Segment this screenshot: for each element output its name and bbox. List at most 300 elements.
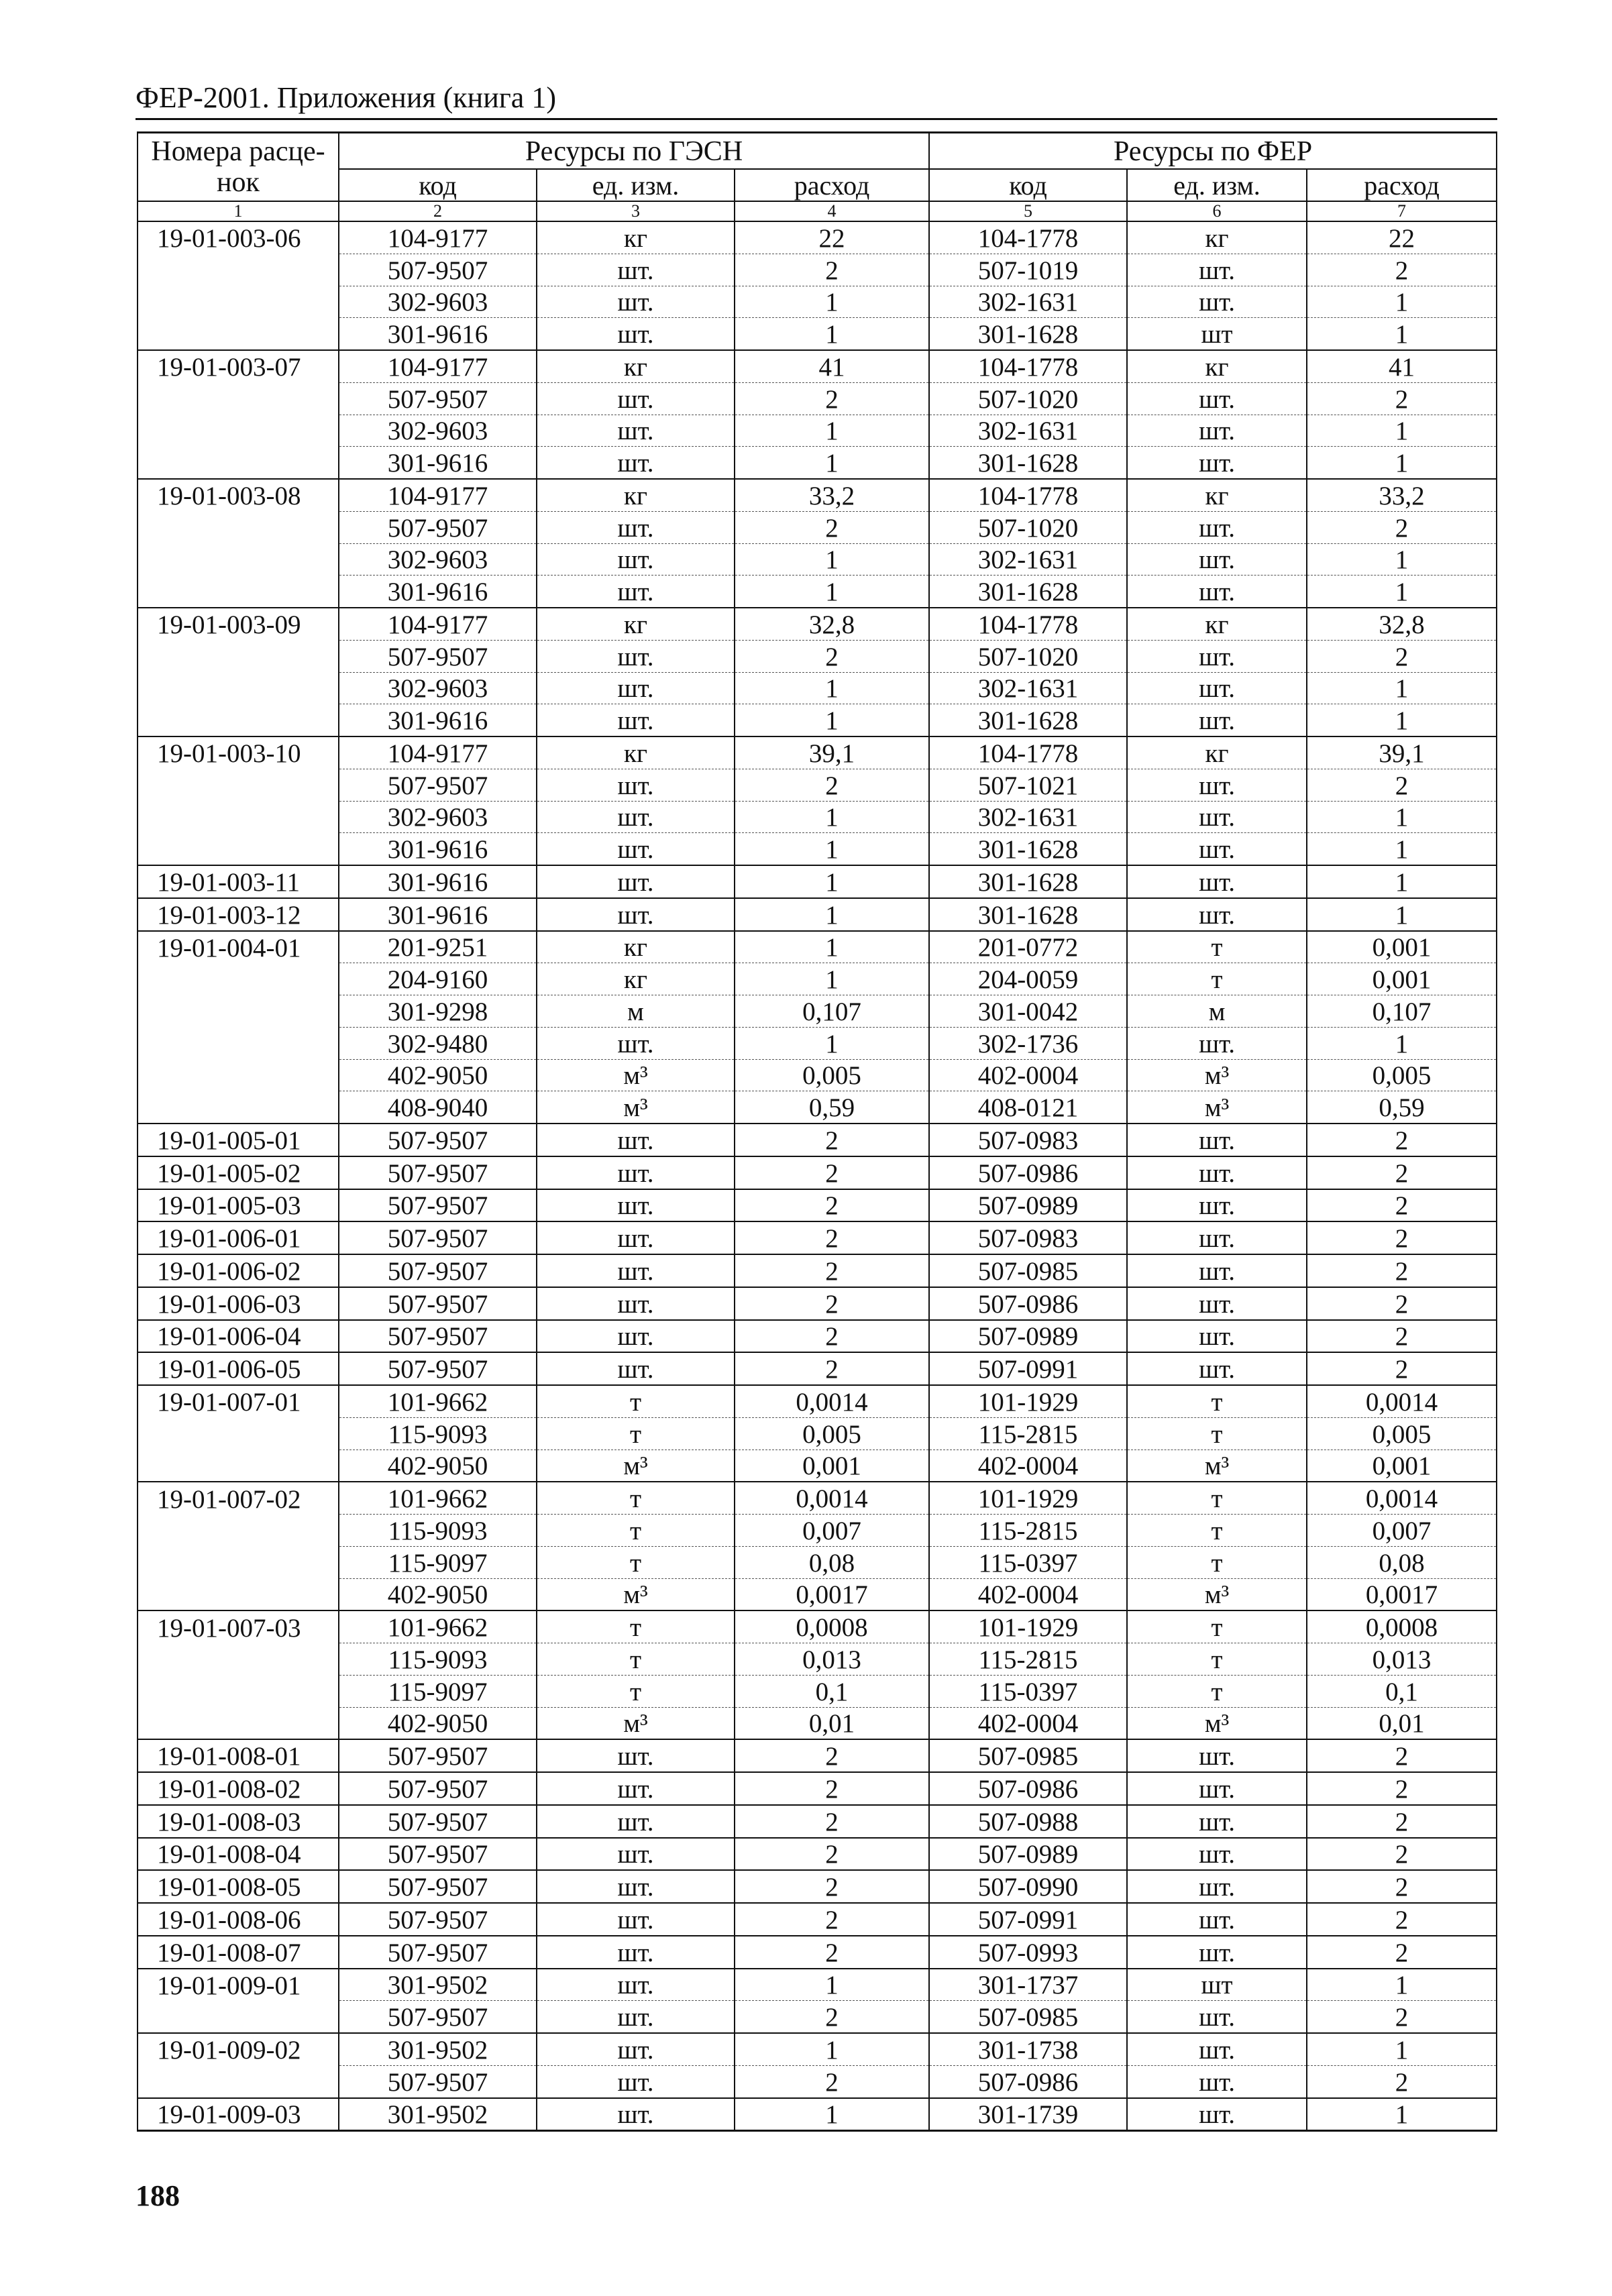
fer-code-cell: 301-1628	[929, 865, 1127, 898]
rate-number-cell	[138, 447, 339, 479]
gesn-qty-cell: 33,2	[735, 479, 929, 511]
table-row	[138, 1643, 1497, 1676]
fer-unit-cell: кг	[1127, 350, 1307, 382]
table-row	[138, 2001, 1497, 2033]
rate-number-cell: 19-01-005-02	[138, 1156, 339, 1189]
rate-number-cell	[138, 1578, 339, 1610]
table-row	[138, 608, 1497, 640]
rate-number-cell: 19-01-006-03	[138, 1287, 339, 1320]
table-row	[138, 2098, 1497, 2131]
fer-qty-cell: 2	[1307, 1805, 1497, 1838]
fer-code-cell: 104-1778	[929, 608, 1127, 640]
rate-number-cell	[138, 833, 339, 865]
gesn-unit-cell: шт.	[537, 511, 735, 543]
fer-unit-cell: шт.	[1127, 1903, 1307, 1936]
gesn-code-cell: 104-9177	[339, 736, 537, 769]
fer-qty-cell: 2	[1307, 382, 1497, 415]
gesn-qty-cell: 1	[735, 576, 929, 608]
table-row	[138, 382, 1497, 415]
gesn-unit-cell: м³	[537, 1578, 735, 1610]
fer-qty-cell: 0,107	[1307, 995, 1497, 1028]
gesn-code-cell: 507-9507	[339, 1124, 537, 1156]
fer-code-cell: 507-0989	[929, 1838, 1127, 1871]
table-row	[138, 479, 1497, 511]
gesn-code-cell: 301-9616	[339, 865, 537, 898]
fer-qty-cell: 0,001	[1307, 963, 1497, 995]
fer-code-cell: 507-1019	[929, 254, 1127, 286]
fer-unit-cell: шт.	[1127, 1320, 1307, 1353]
rate-number-cell	[138, 672, 339, 704]
rate-number-cell: 19-01-008-01	[138, 1739, 339, 1772]
header-row-groups	[138, 133, 1497, 170]
fer-unit-cell: кг	[1127, 479, 1307, 511]
gesn-unit-cell: шт.	[537, 1739, 735, 1772]
gesn-qty-cell: 0,1	[735, 1675, 929, 1707]
gesn-qty-cell: 1	[735, 963, 929, 995]
fer-group-header: Ресурсы по ФЕР	[929, 133, 1497, 170]
gesn-unit-cell: шт.	[537, 672, 735, 704]
fer-code-cell: 507-1020	[929, 382, 1127, 415]
fer-code-cell: 201-0772	[929, 931, 1127, 963]
gesn-qty-cell: 1	[735, 415, 929, 447]
fer-qty-cell: 0,001	[1307, 1450, 1497, 1482]
gesn-qty-cell: 0,005	[735, 1059, 929, 1091]
table-row	[138, 672, 1497, 704]
fer-code-cell: 507-0989	[929, 1320, 1127, 1353]
gesn-code-cell: 115-9093	[339, 1417, 537, 1450]
gesn-unit-cell: шт.	[537, 1805, 735, 1838]
table-row	[138, 1450, 1497, 1482]
fer-unit-cell: шт.	[1127, 1739, 1307, 1772]
gesn-unit-cell: шт.	[537, 2033, 735, 2065]
gesn-qty-cell: 2	[735, 1772, 929, 1805]
gesn-unit-cell: шт.	[537, 447, 735, 479]
gesn-qty-cell: 1	[735, 898, 929, 931]
gesn-code-cell: 507-9507	[339, 1739, 537, 1772]
column-number: 7	[1307, 201, 1497, 221]
gesn-code-cell: 507-9507	[339, 2065, 537, 2097]
fer-code-cell: 104-1778	[929, 221, 1127, 254]
fer-qty-cell: 0,005	[1307, 1059, 1497, 1091]
fer-qty-cell: 0,007	[1307, 1515, 1497, 1547]
fer-qty-cell: 1	[1307, 543, 1497, 576]
gesn-unit-cell: шт.	[537, 1838, 735, 1871]
rate-number-cell	[138, 318, 339, 350]
gesn-unit-cell: шт.	[537, 1027, 735, 1059]
table-row	[138, 286, 1497, 318]
gesn-qty-cell: 1	[735, 672, 929, 704]
gesn-qty-cell: 0,013	[735, 1643, 929, 1676]
fer-code-cell: 301-1738	[929, 2033, 1127, 2065]
gesn-unit-cell: т	[537, 1417, 735, 1450]
gesn-unit-cell: шт.	[537, 1352, 735, 1385]
fer-code-cell: 115-0397	[929, 1546, 1127, 1578]
rate-number-cell: 19-01-008-06	[138, 1903, 339, 1936]
gesn-qty-cell: 2	[735, 511, 929, 543]
gesn-unit-cell: шт.	[537, 2001, 735, 2033]
fer-qty-cell: 0,01	[1307, 1707, 1497, 1739]
fer-qty-cell: 0,08	[1307, 1546, 1497, 1578]
fer-qty-cell: 0,0017	[1307, 1578, 1497, 1610]
table-row	[138, 1578, 1497, 1610]
gesn-code-cell: 507-9507	[339, 2001, 537, 2033]
gesn-unit-cell: м	[537, 995, 735, 1028]
fer-qty-cell: 0,005	[1307, 1417, 1497, 1450]
gesn-qty-cell: 32,8	[735, 608, 929, 640]
table-row	[138, 1610, 1497, 1643]
gesn-unit-cell: т	[537, 1546, 735, 1578]
fer-code-cell: 101-1929	[929, 1482, 1127, 1514]
fer-qty-cell: 2	[1307, 2001, 1497, 2033]
table-row	[138, 640, 1497, 672]
resources-table	[137, 131, 1497, 2132]
gesn-qty-cell: 0,0014	[735, 1482, 929, 1514]
fer-unit-cell: т	[1127, 1546, 1307, 1578]
table-row	[138, 1838, 1497, 1871]
gesn-unit-cell: шт.	[537, 1969, 735, 2001]
gesn-code-cell: 301-9502	[339, 1969, 537, 2001]
rate-number-cell	[138, 1643, 339, 1676]
gesn-code-cell: 115-9097	[339, 1546, 537, 1578]
gesn-qty-header: расход	[735, 169, 929, 201]
gesn-code-cell: 104-9177	[339, 350, 537, 382]
table-row	[138, 415, 1497, 447]
table-row	[138, 963, 1497, 995]
table-row	[138, 1156, 1497, 1189]
gesn-code-cell: 507-9507	[339, 1352, 537, 1385]
fer-unit-cell: шт.	[1127, 1027, 1307, 1059]
gesn-unit-cell: шт.	[537, 286, 735, 318]
gesn-unit-cell: кг	[537, 608, 735, 640]
fer-unit-cell: т	[1127, 931, 1307, 963]
gesn-qty-cell: 2	[735, 1903, 929, 1936]
fer-qty-cell: 2	[1307, 1287, 1497, 1320]
rate-number-cell	[138, 2001, 339, 2033]
rate-number-cell	[138, 963, 339, 995]
gesn-unit-cell: шт.	[537, 704, 735, 736]
fer-code-cell: 104-1778	[929, 479, 1127, 511]
table-row	[138, 1124, 1497, 1156]
table-row	[138, 801, 1497, 833]
gesn-code-cell: 101-9662	[339, 1385, 537, 1417]
rate-number-cell	[138, 286, 339, 318]
gesn-unit-cell: шт.	[537, 898, 735, 931]
fer-code-cell: 302-1631	[929, 415, 1127, 447]
gesn-code-cell: 301-9616	[339, 833, 537, 865]
gesn-code-cell: 115-9093	[339, 1515, 537, 1547]
gesn-code-cell: 301-9616	[339, 447, 537, 479]
fer-unit-cell: шт.	[1127, 1352, 1307, 1385]
table-row	[138, 1870, 1497, 1903]
fer-code-cell: 507-0985	[929, 1254, 1127, 1287]
header-row-columns	[138, 169, 1497, 201]
fer-code-cell: 507-0986	[929, 1772, 1127, 1805]
gesn-unit-cell: шт.	[537, 833, 735, 865]
fer-qty-cell: 1	[1307, 286, 1497, 318]
column-number: 1	[138, 201, 339, 221]
gesn-qty-cell: 1	[735, 704, 929, 736]
gesn-code-cell: 301-9502	[339, 2098, 537, 2131]
fer-unit-cell: шт.	[1127, 2098, 1307, 2131]
gesn-unit-cell: шт.	[537, 1189, 735, 1222]
gesn-code-cell: 408-9040	[339, 1091, 537, 1124]
gesn-unit-cell: шт.	[537, 1124, 735, 1156]
gesn-unit-cell: шт.	[537, 1254, 735, 1287]
gesn-code-cell: 302-9603	[339, 801, 537, 833]
fer-code-cell: 507-0993	[929, 1936, 1127, 1969]
gesn-qty-cell: 2	[735, 1156, 929, 1189]
gesn-qty-cell: 1	[735, 286, 929, 318]
gesn-unit-cell: т	[537, 1385, 735, 1417]
gesn-code-cell: 302-9603	[339, 543, 537, 576]
gesn-unit-cell: кг	[537, 221, 735, 254]
fer-unit-cell: шт.	[1127, 1189, 1307, 1222]
fer-code-cell: 301-1628	[929, 833, 1127, 865]
fer-code-cell: 507-0983	[929, 1124, 1127, 1156]
fer-unit-cell: т	[1127, 1417, 1307, 1450]
gesn-qty-cell: 2	[735, 1838, 929, 1871]
rate-number-cell	[138, 640, 339, 672]
fer-qty-cell: 2	[1307, 254, 1497, 286]
fer-unit-cell: шт.	[1127, 672, 1307, 704]
column-number: 3	[537, 201, 735, 221]
gesn-code-cell: 302-9480	[339, 1027, 537, 1059]
gesn-qty-cell: 2	[735, 1936, 929, 1969]
rate-number-cell: 19-01-009-03	[138, 2098, 339, 2131]
gesn-unit-cell: шт.	[537, 576, 735, 608]
gesn-qty-cell: 2	[735, 1805, 929, 1838]
rate-number-cell	[138, 1059, 339, 1091]
fer-qty-cell: 2	[1307, 769, 1497, 801]
rate-number-cell	[138, 576, 339, 608]
gesn-qty-cell: 1	[735, 1969, 929, 2001]
fer-unit-cell: т	[1127, 1610, 1307, 1643]
fer-code-cell: 507-0991	[929, 1352, 1127, 1385]
fer-code-cell: 507-1020	[929, 511, 1127, 543]
table-row	[138, 254, 1497, 286]
table-row	[138, 2033, 1497, 2065]
fer-unit-cell: шт.	[1127, 543, 1307, 576]
fer-unit-cell: шт	[1127, 1969, 1307, 2001]
fer-qty-cell: 1	[1307, 447, 1497, 479]
table-row	[138, 1546, 1497, 1578]
rate-number-cell	[138, 1027, 339, 1059]
rate-number-cell: 19-01-009-01	[138, 1969, 339, 2001]
table-row	[138, 1707, 1497, 1739]
fer-code-cell: 301-1628	[929, 576, 1127, 608]
gesn-unit-cell: т	[537, 1643, 735, 1676]
fer-unit-cell: шт.	[1127, 286, 1307, 318]
gesn-qty-cell: 0,007	[735, 1515, 929, 1547]
rate-number-cell: 19-01-005-01	[138, 1124, 339, 1156]
gesn-code-cell: 302-9603	[339, 672, 537, 704]
table-row	[138, 1739, 1497, 1772]
fer-qty-cell: 0,0008	[1307, 1610, 1497, 1643]
fer-qty-cell: 2	[1307, 640, 1497, 672]
gesn-unit-cell: шт.	[537, 1936, 735, 1969]
gesn-qty-cell: 2	[735, 1221, 929, 1254]
table-row	[138, 865, 1497, 898]
rate-header-line1: Номера расце-	[151, 136, 325, 167]
fer-qty-cell: 2	[1307, 1739, 1497, 1772]
fer-qty-cell: 1	[1307, 415, 1497, 447]
rate-number-cell: 19-01-003-11	[138, 865, 339, 898]
gesn-code-cell: 101-9662	[339, 1482, 537, 1514]
fer-unit-cell: кг	[1127, 608, 1307, 640]
rate-number-cell: 19-01-008-04	[138, 1838, 339, 1871]
gesn-qty-cell: 2	[735, 1254, 929, 1287]
fer-qty-cell: 41	[1307, 350, 1497, 382]
gesn-code-cell: 507-9507	[339, 1189, 537, 1222]
fer-code-cell: 115-2815	[929, 1417, 1127, 1450]
fer-qty-cell: 2	[1307, 511, 1497, 543]
fer-unit-cell: м³	[1127, 1059, 1307, 1091]
gesn-unit-cell: кг	[537, 931, 735, 963]
rate-number-cell	[138, 1707, 339, 1739]
gesn-code-cell: 402-9050	[339, 1578, 537, 1610]
table-row	[138, 1352, 1497, 1385]
fer-unit-cell: шт.	[1127, 898, 1307, 931]
table-row	[138, 1385, 1497, 1417]
fer-qty-cell: 2	[1307, 1156, 1497, 1189]
fer-code-cell: 301-1628	[929, 898, 1127, 931]
gesn-qty-cell: 2	[735, 1739, 929, 1772]
table-row	[138, 1969, 1497, 2001]
fer-code-cell: 507-0986	[929, 1156, 1127, 1189]
fer-qty-cell: 1	[1307, 865, 1497, 898]
fer-code-cell: 115-0397	[929, 1675, 1127, 1707]
rate-number-header	[138, 133, 339, 202]
rate-number-cell	[138, 801, 339, 833]
fer-code-cell: 204-0059	[929, 963, 1127, 995]
gesn-unit-cell: шт.	[537, 1320, 735, 1353]
fer-unit-cell: кг	[1127, 736, 1307, 769]
fer-qty-cell: 1	[1307, 318, 1497, 350]
fer-unit-cell: т	[1127, 963, 1307, 995]
gesn-unit-cell: шт.	[537, 2065, 735, 2097]
fer-unit-cell: шт.	[1127, 1221, 1307, 1254]
fer-unit-cell: шт.	[1127, 382, 1307, 415]
rate-number-cell: 19-01-006-04	[138, 1320, 339, 1353]
table-row	[138, 1091, 1497, 1124]
table-row	[138, 1675, 1497, 1707]
fer-qty-cell: 2	[1307, 1936, 1497, 1969]
fer-unit-cell: шт.	[1127, 1287, 1307, 1320]
fer-qty-cell: 0,1	[1307, 1675, 1497, 1707]
fer-unit-cell: т	[1127, 1643, 1307, 1676]
table-row	[138, 1221, 1497, 1254]
table-row	[138, 543, 1497, 576]
header-divider	[136, 118, 1497, 120]
table-row	[138, 1059, 1497, 1091]
rate-number-cell: 19-01-003-07	[138, 350, 339, 382]
gesn-unit-cell: шт.	[537, 1156, 735, 1189]
gesn-qty-cell: 0,001	[735, 1450, 929, 1482]
fer-code-cell: 101-1929	[929, 1610, 1127, 1643]
gesn-code-cell: 402-9050	[339, 1450, 537, 1482]
rate-number-cell	[138, 704, 339, 736]
fer-code-cell: 507-0990	[929, 1870, 1127, 1903]
gesn-unit-cell: шт.	[537, 1221, 735, 1254]
rate-number-cell	[138, 1091, 339, 1124]
rate-number-cell	[138, 1546, 339, 1578]
rate-number-cell: 19-01-003-09	[138, 608, 339, 640]
fer-qty-cell: 0,0014	[1307, 1482, 1497, 1514]
fer-code-cell: 302-1631	[929, 543, 1127, 576]
fer-qty-cell: 2	[1307, 1254, 1497, 1287]
gesn-unit-header: ед. изм.	[537, 169, 735, 201]
fer-qty-cell: 1	[1307, 2098, 1497, 2131]
fer-qty-cell: 1	[1307, 898, 1497, 931]
rate-number-cell: 19-01-003-06	[138, 221, 339, 254]
gesn-code-cell: 104-9177	[339, 479, 537, 511]
fer-code-cell: 301-0042	[929, 995, 1127, 1028]
fer-code-cell: 402-0004	[929, 1059, 1127, 1091]
gesn-code-cell: 402-9050	[339, 1707, 537, 1739]
fer-qty-cell: 2	[1307, 1870, 1497, 1903]
gesn-code-cell: 301-9616	[339, 576, 537, 608]
fer-code-cell: 115-2815	[929, 1515, 1127, 1547]
table-row	[138, 1320, 1497, 1353]
fer-qty-cell: 32,8	[1307, 608, 1497, 640]
gesn-qty-cell: 1	[735, 833, 929, 865]
fer-unit-cell: шт.	[1127, 511, 1307, 543]
fer-code-cell: 507-0986	[929, 2065, 1127, 2097]
fer-unit-cell: шт.	[1127, 1936, 1307, 1969]
table-row	[138, 1189, 1497, 1222]
fer-unit-cell: шт.	[1127, 801, 1307, 833]
gesn-unit-cell: шт.	[537, 769, 735, 801]
fer-code-header: код	[929, 169, 1127, 201]
rate-number-cell: 19-01-003-12	[138, 898, 339, 931]
gesn-code-cell: 302-9603	[339, 415, 537, 447]
fer-unit-cell: шт.	[1127, 1254, 1307, 1287]
rate-number-cell: 19-01-009-02	[138, 2033, 339, 2065]
fer-qty-cell: 2	[1307, 1189, 1497, 1222]
rate-number-cell: 19-01-007-03	[138, 1610, 339, 1643]
fer-qty-header: расход	[1307, 169, 1497, 201]
gesn-qty-cell: 2	[735, 2065, 929, 2097]
gesn-unit-cell: шт.	[537, 1903, 735, 1936]
gesn-unit-cell: т	[537, 1675, 735, 1707]
fer-qty-cell: 0,001	[1307, 931, 1497, 963]
gesn-unit-cell: т	[537, 1515, 735, 1547]
gesn-qty-cell: 2	[735, 769, 929, 801]
fer-qty-cell: 1	[1307, 704, 1497, 736]
table-row	[138, 1515, 1497, 1547]
fer-qty-cell: 1	[1307, 2033, 1497, 2065]
gesn-code-cell: 507-9507	[339, 1805, 537, 1838]
table-row	[138, 769, 1497, 801]
gesn-unit-cell: шт.	[537, 2098, 735, 2131]
fer-code-cell: 302-1631	[929, 286, 1127, 318]
fer-qty-cell: 39,1	[1307, 736, 1497, 769]
fer-code-cell: 507-0988	[929, 1805, 1127, 1838]
rate-number-cell: 19-01-006-02	[138, 1254, 339, 1287]
gesn-qty-cell: 0,005	[735, 1417, 929, 1450]
fer-qty-cell: 2	[1307, 1772, 1497, 1805]
fer-code-cell: 302-1631	[929, 672, 1127, 704]
gesn-qty-cell: 2	[735, 254, 929, 286]
gesn-qty-cell: 0,08	[735, 1546, 929, 1578]
fer-code-cell: 507-0985	[929, 1739, 1127, 1772]
gesn-qty-cell: 0,0017	[735, 1578, 929, 1610]
gesn-qty-cell: 2	[735, 640, 929, 672]
rate-number-cell	[138, 995, 339, 1028]
fer-unit-cell: м³	[1127, 1707, 1307, 1739]
fer-unit-cell: шт.	[1127, 415, 1307, 447]
fer-qty-cell: 22	[1307, 221, 1497, 254]
